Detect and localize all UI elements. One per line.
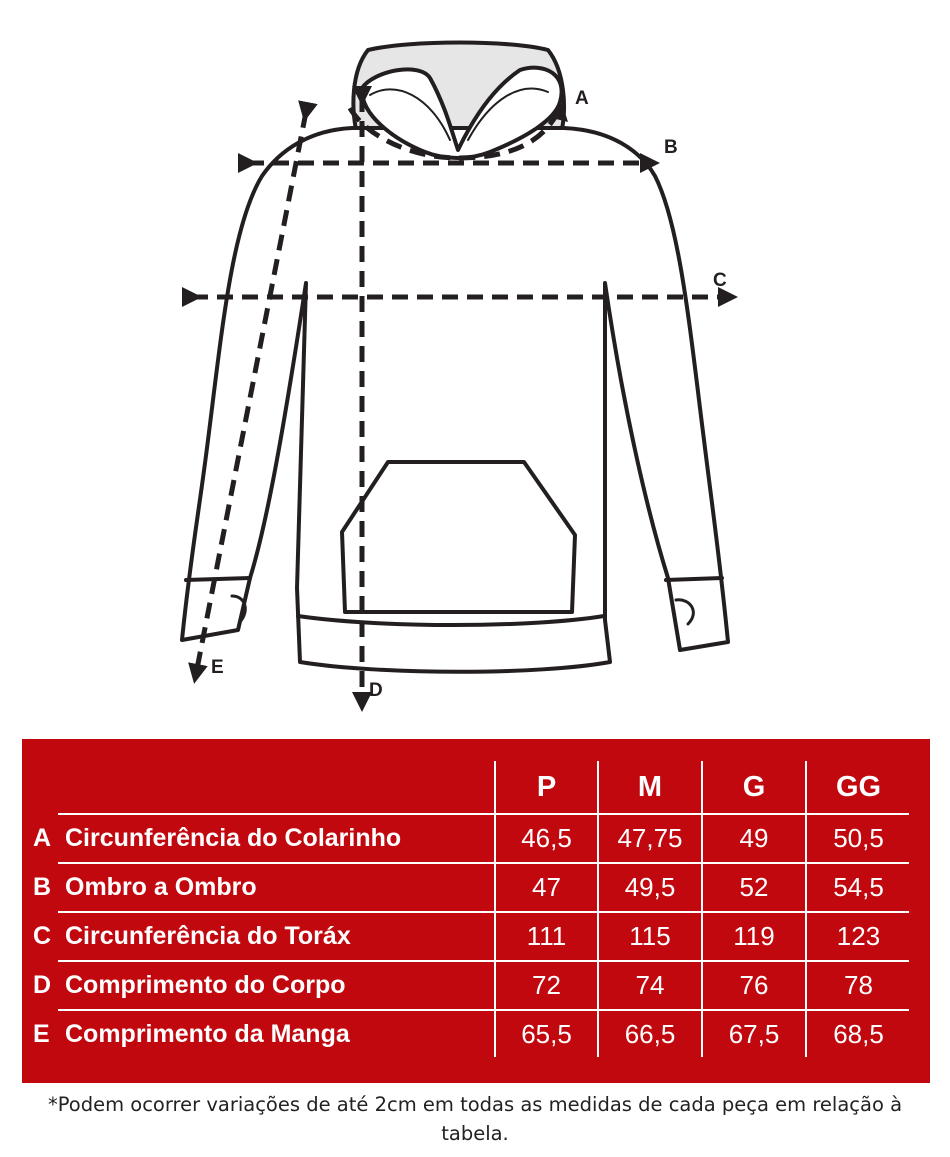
- table-cell: 68,5: [833, 1019, 884, 1049]
- marker-c: C: [713, 270, 727, 291]
- table-cell: 46,5: [521, 823, 572, 853]
- table-cell: 52: [739, 872, 769, 902]
- row-letter: A: [33, 824, 52, 852]
- size-header-gg: GG: [835, 771, 882, 803]
- table-cell: 47: [532, 872, 561, 902]
- table-cell: 50,5: [833, 823, 884, 853]
- hoodie-outline: [182, 43, 728, 672]
- marker-d: D: [369, 680, 383, 701]
- table-divider: [494, 761, 496, 1057]
- size-header-p: P: [536, 771, 557, 803]
- row-label: Circunferência do Colarinho: [65, 824, 402, 852]
- table-cell: 115: [629, 921, 671, 951]
- left-cuff-line: [186, 578, 250, 580]
- marker-a: A: [575, 88, 589, 109]
- row-letter: C: [33, 922, 52, 950]
- size-table: [22, 739, 930, 1083]
- kangaroo-pocket: [342, 462, 575, 612]
- table-divider: [58, 862, 909, 864]
- marker-b: B: [664, 137, 678, 158]
- row-letter: E: [33, 1020, 50, 1048]
- size-header-m: M: [637, 771, 663, 803]
- table-cell: 78: [844, 970, 873, 1000]
- table-cell: 54,5: [833, 872, 884, 902]
- size-header-g: G: [742, 771, 766, 803]
- table-cell: 111: [526, 921, 567, 951]
- right-cuff-line: [666, 578, 722, 580]
- table-cell: 72: [532, 970, 561, 1000]
- table-cell: 65,5: [521, 1019, 572, 1049]
- table-cell: 67,5: [728, 1019, 780, 1049]
- table-cell: 49,5: [624, 872, 676, 902]
- table-cell: 74: [635, 970, 665, 1000]
- table-cell: 76: [739, 970, 769, 1000]
- table-divider: [701, 761, 703, 1057]
- table-cell: 47,75: [617, 823, 683, 853]
- row-label: Comprimento da Manga: [65, 1020, 350, 1048]
- row-label: Comprimento do Corpo: [65, 971, 346, 999]
- table-divider: [805, 761, 807, 1057]
- table-cell: 119: [733, 921, 775, 951]
- marker-e: E: [211, 657, 224, 678]
- row-label: Circunferência do Toráx: [65, 922, 351, 950]
- table-divider: [58, 813, 909, 815]
- row-letter: D: [33, 971, 52, 999]
- table-divider: [597, 761, 599, 1057]
- table-cell: 123: [836, 921, 881, 951]
- row-label: Ombro a Ombro: [65, 873, 257, 901]
- table-cell: 66,5: [624, 1019, 676, 1049]
- table-cell: 49: [739, 823, 769, 853]
- row-letter: B: [33, 873, 52, 901]
- table-divider: [58, 1009, 909, 1011]
- footnote: *Podem ocorrer variações de até 2cm em todas as medidas de cada peça em relação à tabela.: [47, 1093, 903, 1145]
- table-divider: [58, 911, 909, 913]
- table-divider: [58, 960, 909, 962]
